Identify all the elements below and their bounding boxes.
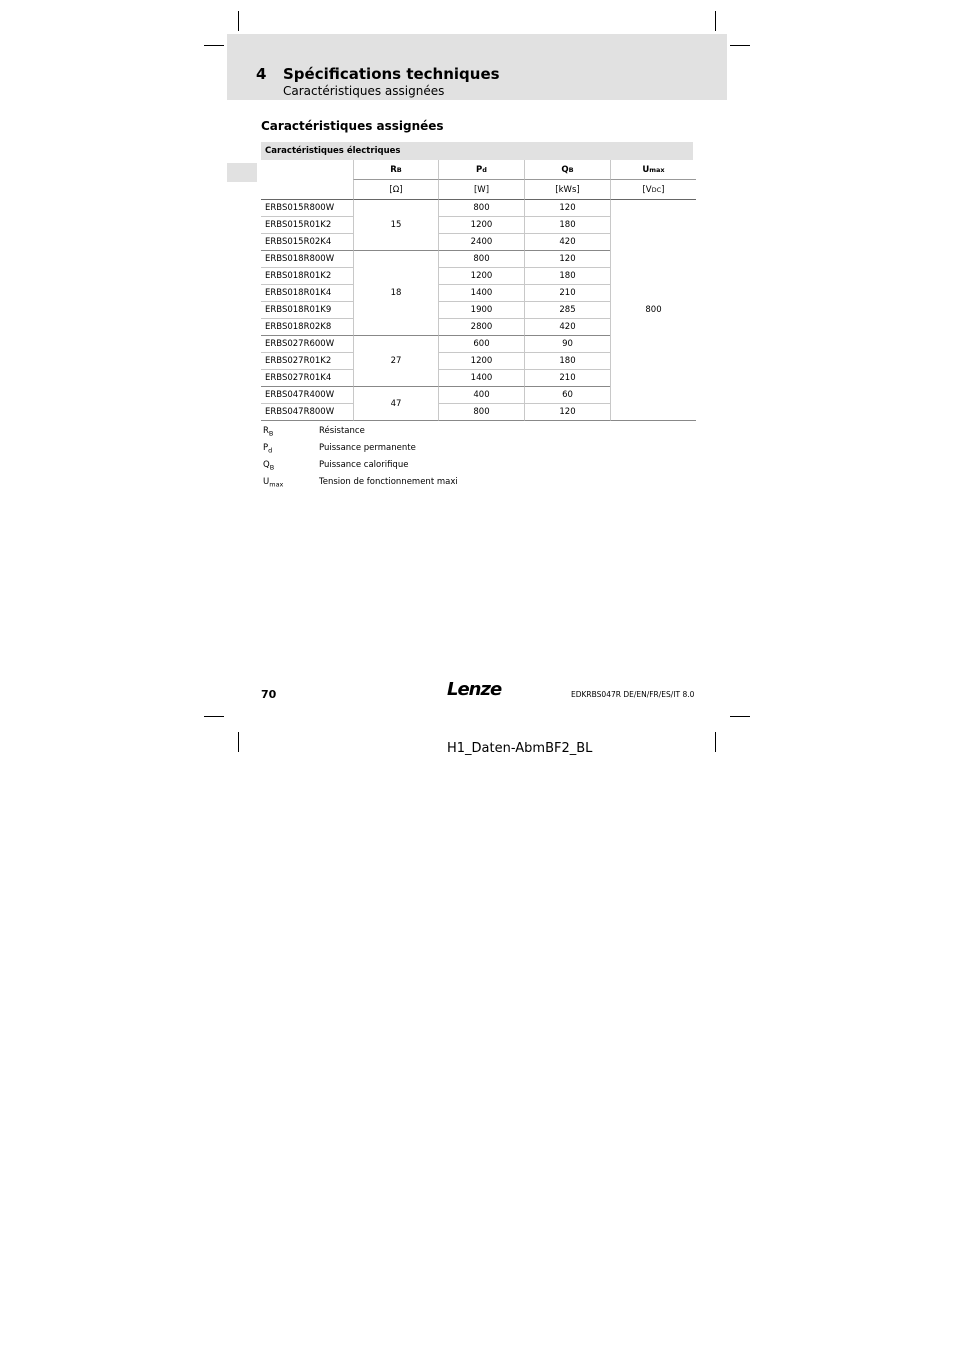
qb-cell: 120	[524, 200, 610, 217]
pd-cell: 800	[438, 251, 524, 268]
model-cell: ERBS015R02K4	[261, 234, 353, 251]
crop-mark	[715, 11, 716, 31]
pd-cell: 800	[438, 404, 524, 421]
legend-text: Résistance	[319, 426, 365, 436]
chapter-number: 4	[256, 65, 267, 83]
chapter-subtitle: Caractéristiques assignées	[283, 84, 445, 98]
qb-cell: 180	[524, 217, 610, 234]
model-cell: ERBS027R600W	[261, 336, 353, 353]
crop-mark	[204, 716, 224, 717]
legend-symbol: $R_B$	[263, 426, 274, 438]
model-cell: ERBS015R01K2	[261, 217, 353, 234]
unit-rb: [Ω]	[353, 180, 438, 200]
model-cell: ERBS018R01K9	[261, 302, 353, 319]
page-number: 70	[261, 688, 277, 701]
header-qb: Q B	[524, 160, 610, 180]
pd-cell: 1200	[438, 353, 524, 370]
rb-group-cell: 15	[353, 200, 438, 251]
qb-cell: 120	[524, 251, 610, 268]
footer-label: H1_Daten-AbmBF2_BL	[447, 741, 593, 756]
table-caption: Caractéristiques électriques	[261, 142, 693, 160]
pd-cell: 800	[438, 200, 524, 217]
lenze-logo: Lenze	[447, 679, 502, 700]
qb-cell: 60	[524, 387, 610, 404]
legend-item	[263, 443, 272, 455]
pd-cell: 400	[438, 387, 524, 404]
unit-pd: [W]	[438, 180, 524, 200]
document-reference: EDKRBS047R DE/EN/FR/ES/IT 8.0	[571, 690, 695, 699]
crop-mark	[204, 45, 224, 46]
model-cell: ERBS018R800W	[261, 251, 353, 268]
unit-umax: [V DC ]	[610, 180, 696, 200]
crop-mark	[730, 45, 750, 46]
side-tab-marker	[227, 163, 257, 182]
rb-group-cell: 47	[353, 387, 438, 421]
model-cell: ERBS018R01K4	[261, 285, 353, 302]
model-cell: ERBS018R01K2	[261, 268, 353, 285]
rb-group-cell: 27	[353, 336, 438, 387]
rb-group-cell: 18	[353, 251, 438, 336]
pd-cell: 2800	[438, 319, 524, 336]
model-cell: ERBS047R800W	[261, 404, 353, 421]
pd-cell: 1200	[438, 217, 524, 234]
qb-cell: 210	[524, 370, 610, 387]
legend-text: Puissance calorifique	[319, 460, 409, 470]
crop-mark	[238, 11, 239, 31]
legend-text: Puissance permanente	[319, 443, 416, 453]
section-title: Caractéristiques assignées	[261, 119, 444, 133]
pd-cell: 1400	[438, 370, 524, 387]
chapter-title: Spécifications techniques	[283, 65, 500, 83]
header-rb: R B	[353, 160, 438, 180]
qb-cell: 90	[524, 336, 610, 353]
pd-cell: 1400	[438, 285, 524, 302]
unit-qb: [kWs]	[524, 180, 610, 200]
legend-symbol: $Q_B$	[263, 460, 275, 472]
crop-mark	[715, 732, 716, 752]
model-cell: ERBS015R800W	[261, 200, 353, 217]
qb-cell: 285	[524, 302, 610, 319]
umax-cell: 800	[610, 200, 696, 421]
pd-cell: 1200	[438, 268, 524, 285]
model-cell: ERBS047R400W	[261, 387, 353, 404]
qb-cell: 210	[524, 285, 610, 302]
table-corner	[261, 180, 353, 200]
pd-cell: 1900	[438, 302, 524, 319]
legend-symbol: $P_d$	[263, 443, 273, 455]
legend-text: Tension de fonctionnement maxi	[319, 477, 458, 487]
model-cell: ERBS018R02K8	[261, 319, 353, 336]
qb-cell: 180	[524, 268, 610, 285]
crop-mark	[730, 716, 750, 717]
ratings-table	[261, 160, 696, 421]
qb-cell: 420	[524, 234, 610, 251]
model-cell: ERBS027R01K4	[261, 370, 353, 387]
legend-item	[263, 477, 283, 489]
legend-symbol: $U_{max}$	[263, 477, 284, 489]
model-cell: ERBS027R01K2	[261, 353, 353, 370]
header-pd: P d	[438, 160, 524, 180]
qb-cell: 120	[524, 404, 610, 421]
pd-cell: 2400	[438, 234, 524, 251]
legend-item	[263, 460, 274, 472]
qb-cell: 180	[524, 353, 610, 370]
header-umax: U max	[610, 160, 696, 180]
table-corner	[261, 160, 353, 180]
pd-cell: 600	[438, 336, 524, 353]
crop-mark	[238, 732, 239, 752]
qb-cell: 420	[524, 319, 610, 336]
